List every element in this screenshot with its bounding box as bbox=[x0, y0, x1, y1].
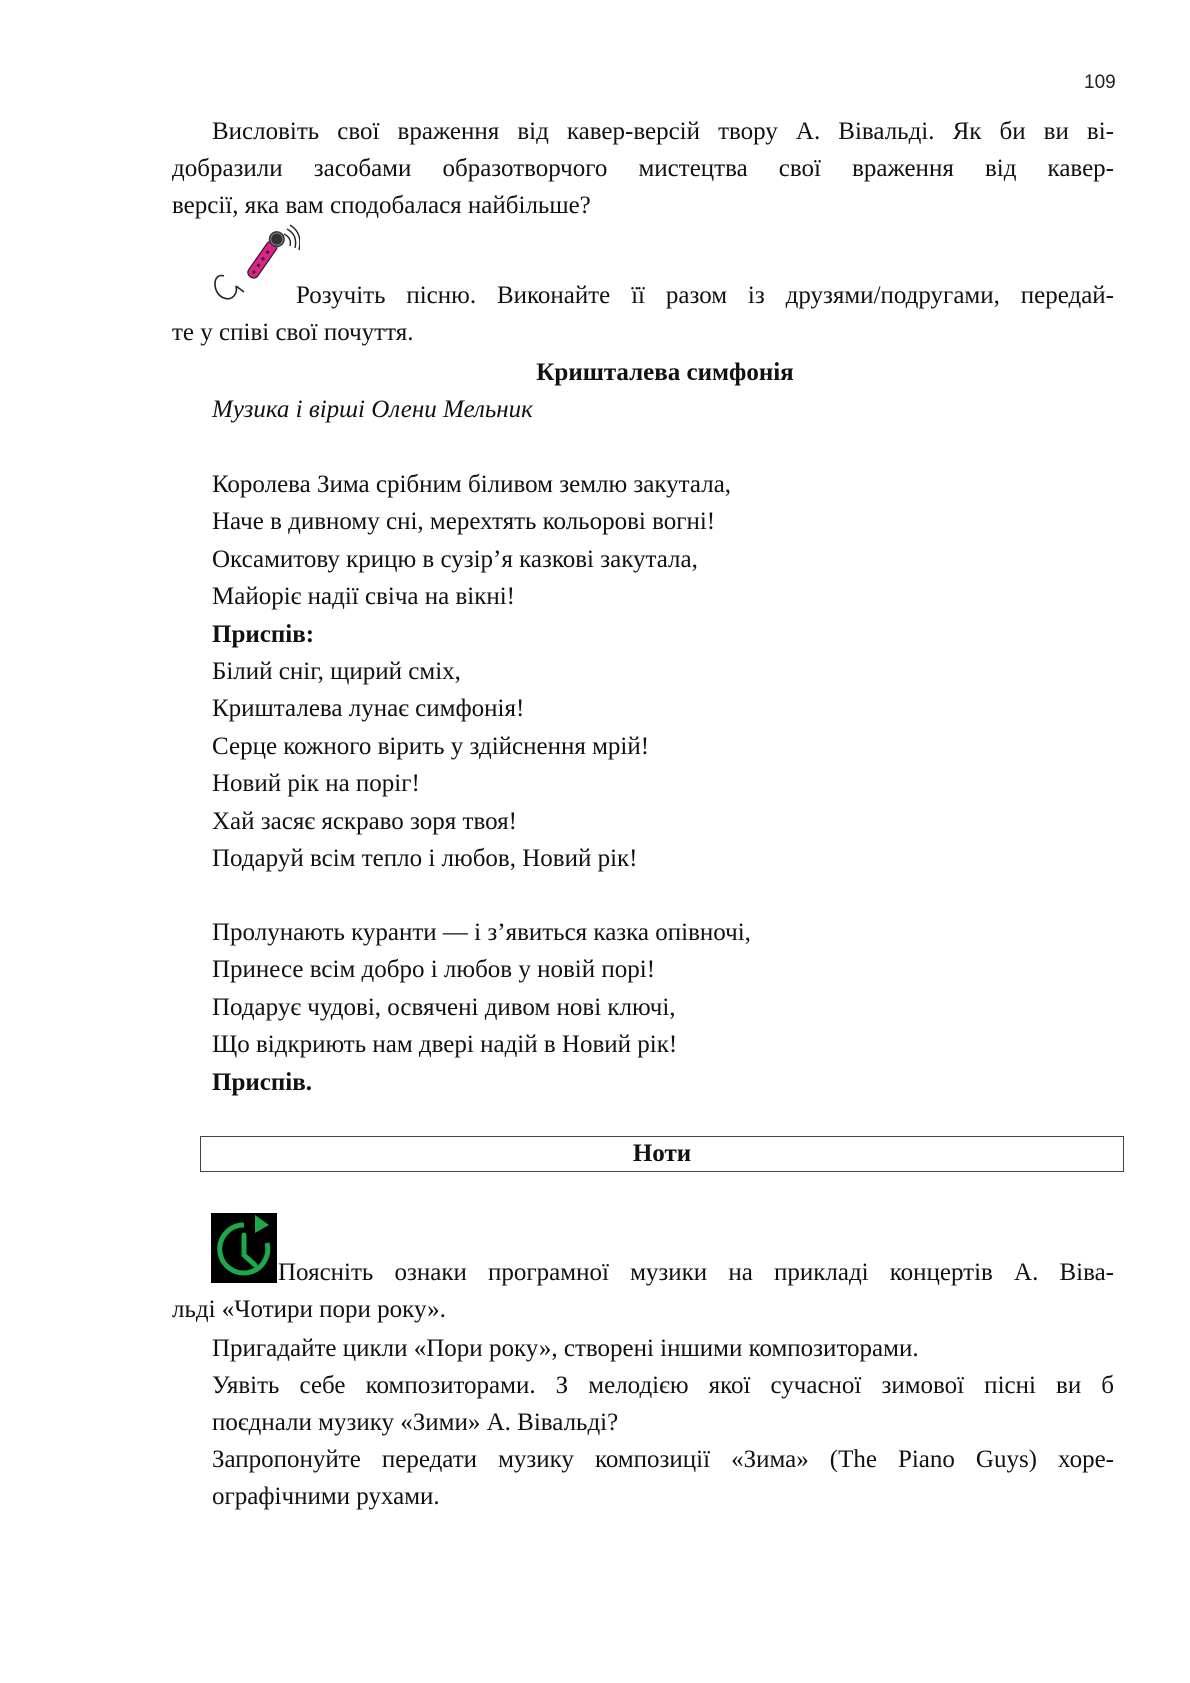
lyric-line: Подарує чудові, освячені дивом нові ключі, bbox=[212, 993, 676, 1021]
task-explain-text-1: Поясніть ознаки програмної музики на прикладі концертів А. Віва- bbox=[278, 1259, 1114, 1286]
lyric-line: Майоріє надії свіча на вікні! bbox=[212, 583, 516, 611]
chorus-line: Кришталева лунає симфонія! bbox=[212, 695, 525, 723]
song-author: Музика і вірші Олени Мельник bbox=[212, 396, 533, 423]
lyric-line: Що відкриють нам двері надій в Новий рік! bbox=[212, 1031, 678, 1059]
task-explain-paragraph bbox=[172, 1254, 1114, 1328]
lyric-line: Пролунають куранти — і з’явиться казка опівночі, bbox=[212, 919, 751, 946]
task-dance-paragraph bbox=[212, 1441, 1114, 1515]
task-recall: Пригадайте цикли «Пори року», створені іншими композиторами. bbox=[212, 1335, 919, 1362]
lyric-line: Принесе всім добро і любов у новій порі! bbox=[212, 956, 656, 984]
lyrics-verse-2 bbox=[212, 914, 751, 1101]
intro-line-2: добразили засобами образотворчого мистецтва свої враження від кавер- bbox=[172, 155, 1114, 182]
task-dance-line-1: Запропонуйте передати музику композиції «Зима» (The Piano Guys) хоре- bbox=[212, 1446, 1114, 1473]
notes-box[interactable]: Ноти bbox=[200, 1136, 1124, 1172]
lyric-line: Наче в дивному сні, мерехтять кольорові вогні! bbox=[212, 508, 716, 536]
lyric-line: Оксамитову крицю в сузір’я казкові закутала, bbox=[212, 545, 698, 573]
task-explain-line-2: льді «Чотири пори року». bbox=[172, 1296, 446, 1323]
lyrics-verse-1 bbox=[212, 466, 731, 877]
task-imagine-line-1: Уявіть себе композиторами. З мелодією якої сучасної зимової пісні ви б bbox=[212, 1372, 1114, 1399]
task-imagine-line-2: поєднали музику «Зими» А. Вівальді? bbox=[212, 1409, 619, 1436]
chorus-line: Хай засяє яскраво зоря твоя! bbox=[212, 807, 517, 835]
chorus-line: Подаруй всім тепло і любов, Новий рік! bbox=[212, 845, 638, 873]
task-explain-line-1 bbox=[172, 1254, 1114, 1291]
lyric-line: Королева Зима срібним біливом землю закутала, bbox=[212, 471, 732, 498]
task-imagine-paragraph bbox=[212, 1367, 1114, 1441]
intro-line-1: Висловіть свої враження від кавер-версій твору А. Вівальді. Як би ви ві- bbox=[212, 118, 1114, 145]
task-dance-line-2: ографічними рухами. bbox=[212, 1483, 440, 1510]
chorus-reference: Приспів. bbox=[212, 1068, 312, 1096]
task-sing-paragraph bbox=[172, 277, 1114, 351]
task-sing-line-1 bbox=[172, 277, 1114, 314]
chorus-line: Серце кожного вірить у здійснення мрій! bbox=[212, 732, 650, 760]
task-sing-line-2: те у співі свої почуття. bbox=[172, 319, 414, 346]
intro-line-3: версії, яка вам сподобалася найбільше? bbox=[172, 192, 591, 219]
task-sing-text-1: Розучіть пісню. Виконайте її разом із друзями/подругами, передай- bbox=[296, 282, 1114, 309]
chorus-line: Білий сніг, щирий сміх, bbox=[212, 658, 461, 686]
page-number: 109 bbox=[1084, 72, 1116, 93]
chorus-line: Новий рік на поріг! bbox=[212, 770, 420, 798]
intro-paragraph bbox=[172, 113, 1114, 224]
song-title: Кришталева симфонія bbox=[536, 359, 794, 386]
chorus-label: Приспів: bbox=[212, 620, 315, 648]
